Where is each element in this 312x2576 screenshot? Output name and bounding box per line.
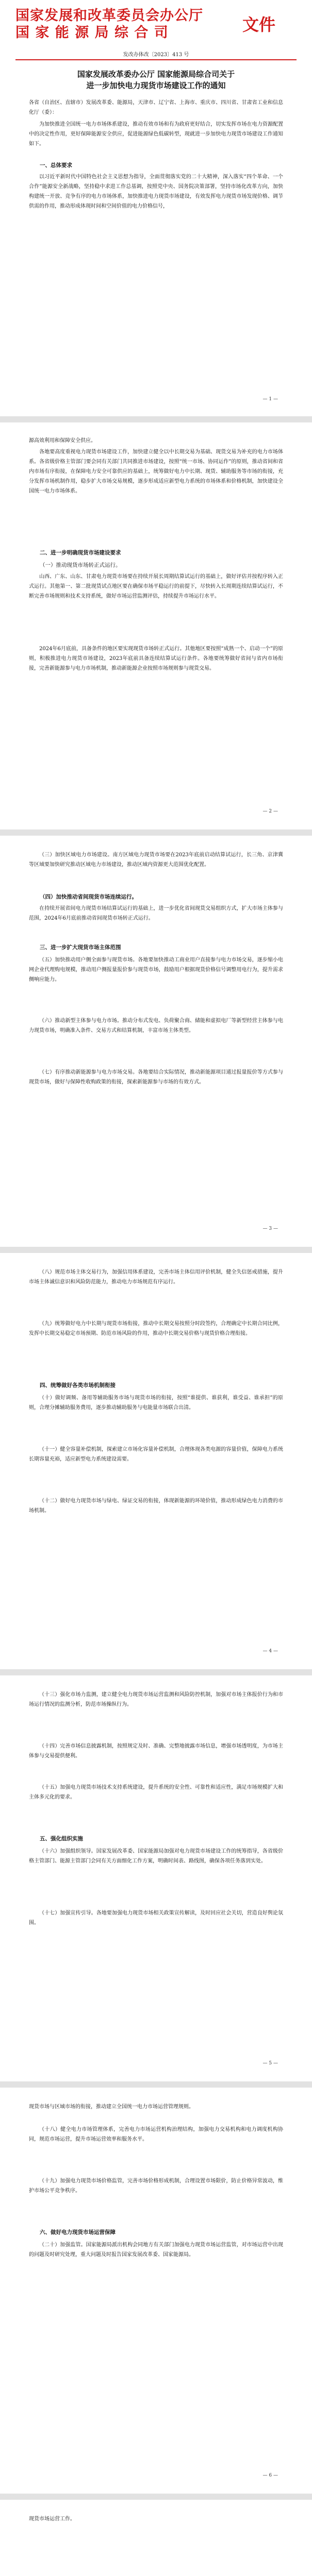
paragraph: （十九）加强电力现货市场价格监管，完善市场价格形成机制，合理设置市场限价，防止价格异常波动，维护市场公平竞争秩序。	[29, 2178, 283, 2194]
issuer-header	[15, 7, 297, 43]
paragraph: 各地要高度重视电力现货市场建设工作，加快建立健全以中长期交易为基础、现货交易为补充的电力市场体系。各省级价格主管部门要会同有关部门共同推进市场建设，按照“统一市场、协同运作”的原则，推动省间和省内市场有序衔接，在保障电力安全可靠供应的基础上，统筹做好电力中长期、现货、辅助服务等市场的衔接，充分发挥市场机制作用，稳步扩大市场交易规模，逐步形成适应新型电力系统的市场体系和价格机制，加快建设全国统一电力市场体系。	[29, 449, 283, 494]
paragraph: （九）统筹做好电力中长期与现货市场衔接，推动中长期交易按照分时段签约，合理确定中长期合同比例，发挥中长期交易稳定市场预期、防范市场风险的作用，推动中长期交易价格与现货价格合理衔接。	[29, 1321, 283, 1336]
paragraph: （八）规范市场主体交易行为，加强信用体系建设，完善市场主体信用评价机制，健全失信惩戒措施，提升市场主体诚信意识和风险防范能力，推动电力市场规范有序运行。	[29, 1269, 283, 1285]
issuer-line-2: 国 家 能 源 局 综 合 司	[15, 25, 169, 41]
doc-number: 发改办体改〔2023〕413 号	[123, 52, 189, 58]
paragraph: （五）加快推动用户侧全面参与现货市场。各地要加快推动工商业用户直接参与电力市场交易，逐步缩小电网企业代理购电规模，推动用户侧报量报价参与现货市场，鼓励用户根据现货价格信号调整用电行为，提升需求侧响应能力。	[29, 957, 283, 982]
issuer-line-1: 国家发展和改革委员会办公厅	[15, 8, 203, 24]
issuer-suffix: 文件	[242, 15, 276, 35]
page-separator	[0, 1669, 312, 1675]
section-heading-6: 六、做好电力现货市场运营保障	[40, 2229, 116, 2235]
subsection-heading: （四）加快推动省间现货市场连续运行。	[40, 894, 137, 900]
paragraph: （十五）加强电力现货市场技术支持系统建设，提升系统的安全性、可靠性和适应性，满足市场规模扩大和主体多元化的要求。	[29, 1785, 283, 1800]
page-number: — 1 —	[262, 397, 278, 402]
paragraph: （十一）健全容量补偿机制，探索建立市场化容量补偿机制，合理体现各类电源的容量价值，保障电力系统长期容量充裕，适应新型电力系统建设需要。	[29, 1447, 283, 1462]
paragraph: 在持续开展省间电力现货市场结算试运行的基础上，进一步优化省间现货交易组织方式，扩大市场主体参与范围，2024年6月底前推动省间现货市场转正式运行。	[29, 906, 283, 921]
paragraph: 现货市场与区域市场的衔接，推动建立全国统一电力市场运营管理规则。	[29, 2104, 194, 2110]
section-heading-4: 四、统筹做好各类市场机制衔接	[40, 1382, 116, 1388]
paragraph: （十六）加强组织领导。国家发展改革委、国家能源局加强对电力现货市场建设工作的统筹指导，各省级价格主管部门、能源主管部门会同有关方面细化工作方案，明确时间表、路线图，确保各项任务落到实处。	[29, 1849, 283, 1864]
section-heading-3: 三、进一步扩大现货市场主体范围	[40, 944, 121, 951]
page-number: — 3 —	[262, 1226, 278, 1231]
doc-title-line-2: 进一步加快电力现货市场建设工作的通知	[86, 81, 226, 90]
paragraph: （六）推动新型主体参与电力市场。推动分布式发电、负荷聚合商、储能和虚拟电厂等新型经营主体参与电力现货市场，明确准入条件、交易方式和结算机制，丰富市场主体类型。	[29, 1018, 283, 1033]
paragraph: 以习近平新时代中国特色社会主义思想为指导，全面贯彻落实党的二十大精神，深入落实“四个革命、一个合作”能源安全新战略，坚持稳中求进工作总基调，按照党中央、国务院决策部署，坚持市场化改革方向，加快构建统一开放、竞争有序的电力市场体系，加快推进电力现货市场建设，有效发挥电力现货市场发现价格、调节供需的作用，推动形成体现时间和空间价值的电力价格信号，	[29, 174, 283, 209]
paragraph: （七）有序推动新能源参与电力市场交易。各地要结合实际情况，推动新能源项目通过报量报价等方式参与现货市场，做好与保障性收购政策的衔接，探索新能源参与市场的有效方式。	[29, 1070, 283, 1085]
paragraph: （十四）完善市场信息披露机制，按照规定及时、准确、完整地披露市场信息，增强市场透明度，为市场主体参与交易提供便利。	[29, 1743, 283, 1759]
paragraph: 山西、广东、山东、甘肃电力现货市场要在持续开展长周期结算试运行的基础上，做好评估并按程序转入正式运行。其他第一、第二批现货试点地区要在确保市场平稳运行的前提下，尽快转入长周期连续结算试运行，不断完善市场规则和技术支持系统，做好市场运营监测评估，持续提升市场运行水平。	[29, 574, 283, 599]
page-number: — 2 —	[262, 809, 278, 814]
page-separator	[0, 2494, 312, 2500]
paragraph: （三）加快区域电力市场建设。南方区域电力现货市场要在2023年底前启动结算试运行，长三角、京津冀等区域要加快研究推动区域电力市场建设，推动区域内资源更大范围优化配置。	[29, 852, 283, 868]
paragraph: 2024年6月底前，具备条件的地区要实现现货市场转正式运行。其他地区要按照“成熟一个、启动一个”的原则，积极推进电力现货市场建设，2023年底前具备连续结算试运行条件。各地要统筹做好省间与省内市场衔接，完善新能源参与电力市场机制，推动新能源企业按照市场规则参与现货交易。	[29, 646, 283, 671]
page-separator	[0, 829, 312, 836]
issuer-lines	[15, 7, 237, 41]
doc-title-line-1: 国家发展改革委办公厅 国家能源局综合司关于	[77, 70, 235, 79]
page-separator	[0, 1247, 312, 1253]
paragraph: （十）做好调频、备用等辅助服务市场与现货市场的衔接，按照“谁提供、谁获利，谁受益、谁承担”的原则，合理分摊辅助服务费用，逐步推动辅助服务与电能量市场联合出清。	[29, 1395, 283, 1411]
intro-paragraph: 为加快推进全国统一电力市场体系建设，推动有效市场和有为政府更好结合，切实发挥市场在电力资源配置中的决定性作用，更好保障能源安全供应，促进能源绿色低碳转型，现就进一步加快电力现货市场建设工作通知如下。	[29, 122, 283, 147]
section-heading-5: 五、强化组织实施	[40, 1836, 83, 1842]
paragraph: （十八）健全电力市场管理体系，完善电力市场运营机构治理结构，加强电力交易机构和电力调度机构协同，规范市场运营，提升市场运营效率和服务水平。	[29, 2127, 283, 2142]
paragraph: （十七）加强宣传引导。各地要加强电力现货市场相关政策宣传解读，及时回应社会关切，营造良好舆论氛围。	[29, 1910, 283, 1926]
section-heading-1: 一、总体要求	[40, 162, 72, 168]
paragraph: 现货市场运营工作。	[29, 2516, 75, 2522]
subsection-heading: （一）推动现货市场转正式运行。	[40, 562, 121, 568]
paragraph: 源高效利用和保障安全供应。	[29, 438, 96, 444]
page-number: — 5 —	[262, 2061, 278, 2066]
paragraph: （十三）强化市场力监测，建立健全电力现货市场运营监测和风险防控机制，加强对市场主体报价行为和市场运行情况的监测分析，防范市场操纵行为。	[29, 1692, 283, 1707]
page-number: — 6 —	[262, 2473, 278, 2478]
doc-title	[31, 69, 281, 91]
page-separator	[0, 416, 312, 422]
page-number: — 4 —	[262, 1649, 278, 1654]
paragraph: （二十）加强监管。国家能源局派出机构会同地方有关部门加强电力现货市场运营监管，对市场运营中出现的问题及时研究处理，重大问题及时报告国家发展改革委、国家能源局。	[29, 2242, 283, 2258]
section-heading-2: 二、进一步明确现货市场建设要求	[40, 550, 121, 556]
paragraph: （十二）做好电力现货市场与绿电、绿证交易的衔接，体现新能源的环境价值，推动形成绿色电力消费的市场机制。	[29, 1498, 283, 1514]
recipients: 各省（自治区、直辖市）发展改革委、能源局，天津市、辽宁省、上海市、重庆市、四川省、甘肃省工业和信息化厅（委）：	[29, 100, 283, 115]
page-separator	[0, 2081, 312, 2088]
red-divider	[15, 59, 297, 60]
